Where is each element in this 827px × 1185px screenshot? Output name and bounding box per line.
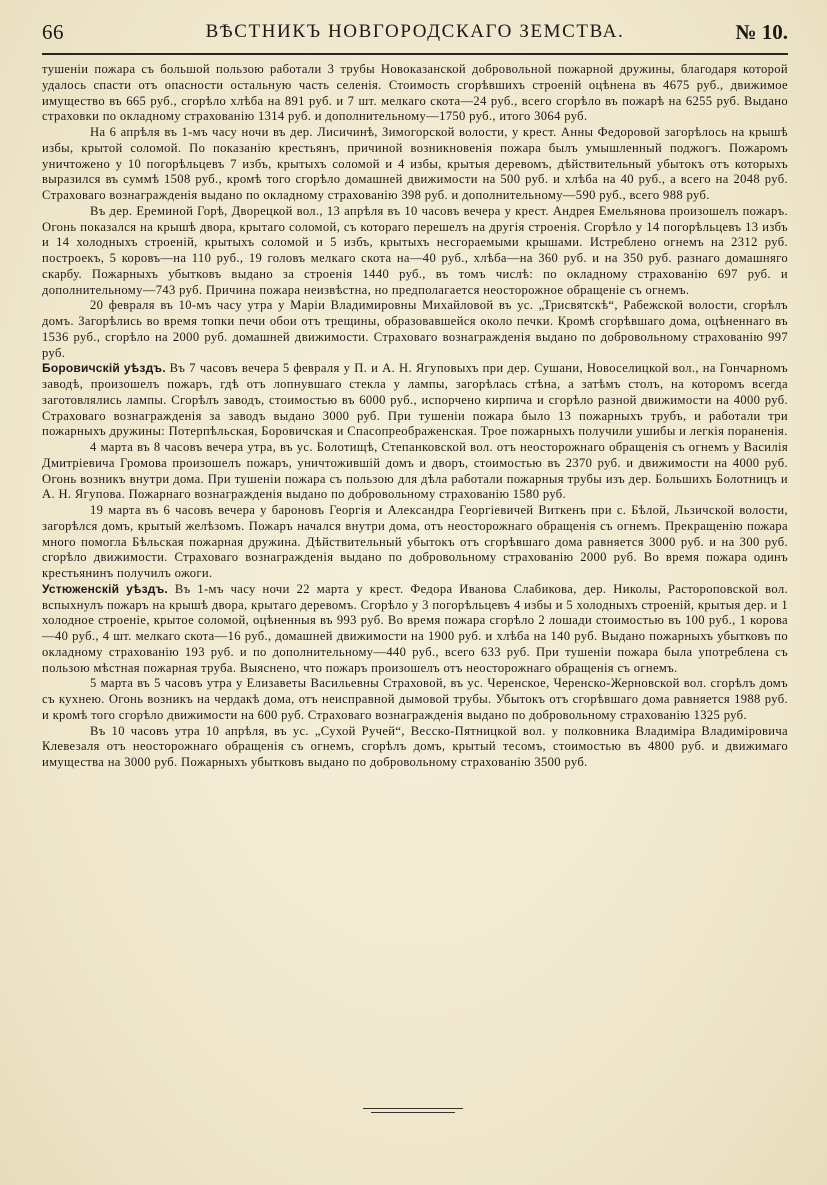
paragraph-text: 20 февраля въ 10-мъ часу утра у Маріи Владимировны Михайловой въ ус. „Трисвятскѣ“, Рабежской волости, сгорѣлъ домъ. Загорѣлись во время топки печи обои отъ трещины, образовавшейся около печки. Кромѣ сгорѣвшаго дома, оцѣненнаго въ 1536 руб., сгорѣло на 2000 руб. домашней движимости. Страховаго вознагражденія выдано по добровольному страхованію 997 руб. <box>42 298 788 360</box>
paragraph <box>42 676 788 723</box>
paragraph <box>42 440 788 503</box>
paragraph-text: Въ 1-мъ часу ночи 22 марта у крест. Федора Иванова Слабикова, дер. Николы, Растороповской вол. вспыхнулъ пожаръ на крышѣ двора, крытаго деревомъ. Сгорѣло у 3 погорѣльцевъ 4 избы и 5 холодныхъ строеній, крытыя дер. и 1 холодное строеніе, крытое соломой, оцѣненныя въ 993 руб. Во время пожара сгорѣло 2 лошади стоимостью въ 100 руб., 1 корова—40 руб., 4 шт. мелкаго скота—16 руб., домашней движимости на 1900 руб. и хлѣба на 140 руб. Выдано пожарныхъ убытковъ по окладному страхованію 193 руб. и по дополнительному—440 руб., всего 633 руб. При тушеніи пожара была употреблена съ пользою мѣстная пожарная труба. Выяснено, что пожаръ произошелъ отъ неосторожнаго обращенія съ огнемъ. <box>42 581 789 675</box>
section-heading: Устюженскій уѣздъ. <box>42 581 168 596</box>
article-body <box>42 62 788 771</box>
paragraph <box>42 582 788 677</box>
paragraph-text: 19 марта въ 6 часовъ вечера у бароновъ Георгія и Александра Георгіевичей Виткенъ при с. Бѣлой, Льзичской волости, загорѣлся домъ, крытый желѣзомъ. Пожаръ начался внутри дома, отъ неосторожнаго обращенія съ огнемъ. Прекращенію пожара много помогла Бѣльская пожарная дружина. Дѣйствительный убытокъ отъ сгорѣвшаго дома равняется 3000 руб. и на 300 руб. сгорѣло движимости. Страховаго вознагражденія выдано по добровольному страхованію 2000 руб. Во время пожара одинъ крестьянинъ получилъ ожоги. <box>42 503 788 580</box>
paragraph-text: Въ 7 часовъ вечера 5 февраля у П. и А. Н. Ягуповыхъ при дер. Сушани, Новоселицкой вол., на Гончарномъ заводѣ, произошелъ пожаръ, гдѣ отъ лопнувшаго стекла у лампы, загорѣлась стѣна, а затѣмъ столъ, на которомъ всегда заготовлялись лампы. Сгорѣлъ заводъ, стоимостью въ 6000 руб., испорчено кирпича и сгорѣло разной движимости на 4000 руб. Страховаго вознагражденія за заводъ выдано 3000 руб. При тушеніи пожара было 13 пожарныхъ трубъ, и работали три пожарныхъ дружины: Потерпѣльская, Боровичская и Спасопреображенская. Трое пожарныхъ получили ушибы и легкія пораненія. <box>42 361 788 439</box>
paragraph <box>42 125 788 204</box>
paragraph <box>42 724 788 771</box>
header-rule <box>42 53 788 55</box>
paragraph <box>42 503 788 582</box>
paragraph-text: Въ 10 часовъ утра 10 апрѣля, въ ус. „Сухой Ручей“, Весско-Пятницкой вол. у полковника Владиміра Владиміровича Клевезаля отъ неосторожнаго обращенія съ огнемъ, сгорѣлъ домъ, крытый тесомъ, стоимостью въ 4800 руб. и движимаго имущества на 3000 руб. Пожарныхъ убытковъ выдано по добровольному страхованію 3500 руб. <box>42 723 788 769</box>
paragraph-text: 4 марта въ 8 часовъ вечера утра, въ ус. Болотищѣ, Степанковской вол. отъ неосторожнаго обращенія съ огнемъ у Василія Дмитріевича Громова произошелъ пожаръ, уничтожившій домъ и дворъ, стоимостью въ 2370 руб. и движимости на 4000 руб. Огонь возникъ внутри дома. При тушеніи пожара съ пользою для дѣла работали пожарныя трубы изъ дер. Большихъ Болотницъ и А. Н. Ягупова. Пожарнаго вознагражденія выдано по добровольному страхованію 1580 руб. <box>42 440 788 502</box>
paragraph <box>42 361 788 440</box>
end-ornament <box>363 1108 463 1116</box>
paragraph-text: Въ дер. Ереминой Горѣ, Дворецкой вол., 13 апрѣля въ 10 часовъ вечера у крест. Андрея Емельянова произошелъ пожаръ. Огонь показался на крышѣ двора, крытаго соломой, съ котораго перешелъ на другія строенія. Сгорѣло у 14 погорѣльцевъ 13 избъ и 14 холодныхъ строеній, крытыхъ соломой и 5 избъ, крытыхъ несгораемыми крышами. Истреблено огнемъ на 2312 руб. построекъ, 5 коровъ—на 110 руб., 19 головъ мелкаго скота на—40 руб., хлѣба—на 360 руб. и на 350 руб. разнаго домашняго скарбу. Пожарныхъ убытковъ выдано за строенія 1440 руб., въ томъ числѣ: по окладному страхованію 697 руб. и дополнительному—743 руб. Причина пожара неизвѣстна, но предполагается неосторожное обращеніе съ огнемъ. <box>42 203 788 297</box>
ornament-line <box>371 1112 455 1113</box>
page-number: 66 <box>42 20 64 44</box>
ornament-line <box>363 1108 463 1109</box>
section-heading: Боровичскій уѣздъ. <box>42 361 166 376</box>
paragraph-text: 5 марта въ 5 часовъ утра у Елизаветы Васильевны Страховой, въ ус. Черенское, Черенско-Жерновской вол. сгорѣлъ домъ съ кухнею. Огонь возникъ на чердакѣ дома, отъ неисправной дымовой трубы. Убытокъ отъ сгорѣвшаго дома равняется 1988 руб. и кромѣ того сгорѣло движимости на 600 руб. Страховаго вознагражденія выдано по добровольному страхованію 1325 руб. <box>42 676 788 722</box>
page-header <box>42 20 788 50</box>
paragraph-text: тушеніи пожара съ большой пользою работали 3 трубы Новоказанской добровольной пожарной дружины, благодаря которой удалось спасти отъ опасности остальную часть селенія. Стоимость сгорѣвшихъ строеній оцѣнена въ 4675 руб., движимое имущество въ 665 руб., сгорѣло хлѣба на 891 руб. и 7 шт. мелкаго скота—24 руб., всего сгорѣло въ пожарѣ на 6255 руб. Выдано страховки по окладному страхованію 1314 руб. и дополнительному—1750 руб., итого 3064 руб. <box>42 62 788 124</box>
paragraph <box>42 204 788 299</box>
paragraph <box>42 62 788 125</box>
paragraph <box>42 298 788 361</box>
paragraph-text: На 6 апрѣля въ 1-мъ часу ночи въ дер. Лисичинѣ, Зимогорской волости, у крест. Анны Федоровой загорѣлось на крышѣ избы, крытой соломой. По показанію крестьянъ, причиной возникновенія пожара былъ умышленный поджогъ. Пожаромъ уничтожено у 10 погорѣльцевъ 7 избъ, крытыхъ соломой и 4 избы, крытыя деревомъ, дѣйствительный убытокъ отъ которыхъ выразился въ суммѣ 1508 руб., кромѣ того сгорѣло домашней движимости на 500 руб. и хлѣба на 40 руб., а всего на 2048 руб. Страховаго вознагражденія выдано по окладному страхованію 398 руб. и дополнительному—590 руб., всего 988 руб. <box>42 125 788 202</box>
journal-title: ВѢСТНИКЪ НОВГОРОДСКАГО ЗЕМСТВА. <box>205 21 625 42</box>
issue-number: № 10. <box>735 20 788 44</box>
